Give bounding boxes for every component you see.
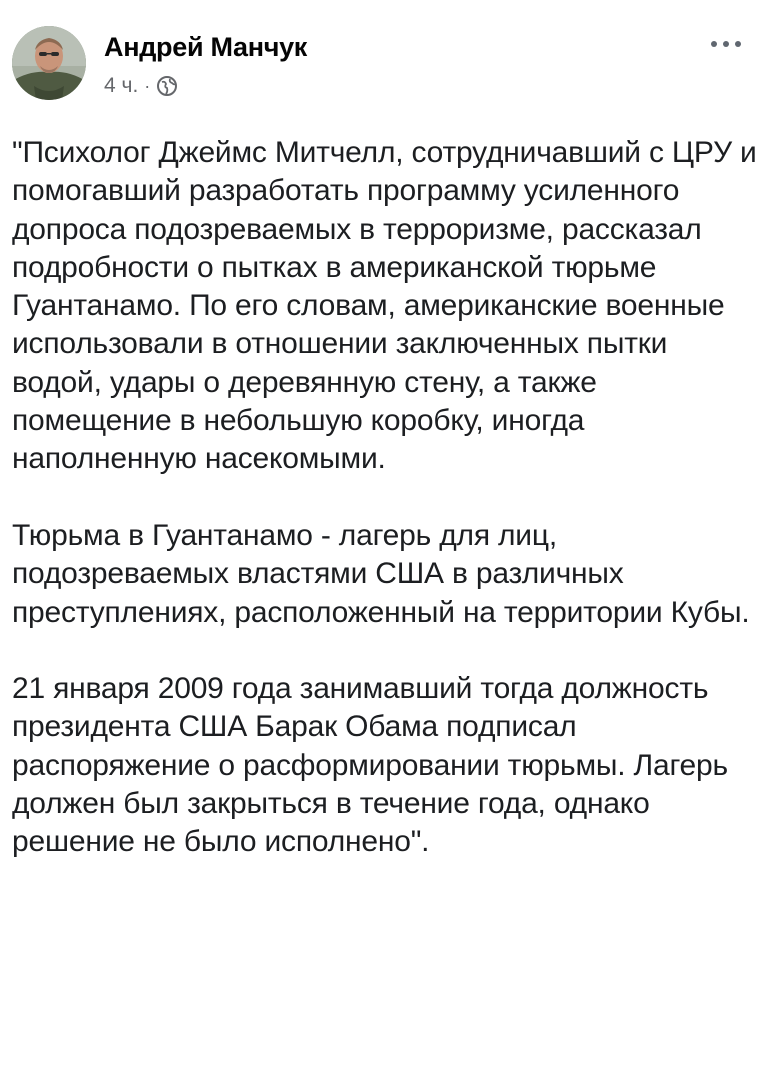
post-paragraph-2: Тюрьма в Гуантанамо - лагерь для лиц, подозреваемых властями США в различных преступлениях, расположенный на территории Кубы. (12, 518, 750, 629)
post-text (12, 134, 760, 862)
globe-icon[interactable] (156, 75, 178, 97)
author-avatar[interactable] (12, 26, 86, 100)
post-header (12, 26, 760, 106)
more-options-icon[interactable] (706, 34, 746, 54)
avatar-photo (12, 26, 86, 100)
meta-separator: · (144, 75, 151, 96)
post-paragraph-3: 21 января 2009 года занимавший тогда должность президента США Барак Обама подписал распоряжение о расформировании тюрьмы. Лагерь должен был закрыться в течение года, однако решение не было исполнено". (12, 672, 728, 859)
post-time[interactable]: 4 ч. (104, 74, 139, 97)
post-meta (104, 74, 178, 98)
post-paragraph-1: "Психолог Джеймс Митчелл, сотрудничавший с ЦРУ и помогавший разработать программу усиленного допроса подозреваемых в терроризме, рассказал подробности о пытках в американской тюрьме Гуантанамо. По его словам, американские военные использовали в отношении заключенных пытки водой, удары о деревянную стену, а также помещение в небольшую коробку, иногда наполненную насекомыми. (12, 136, 757, 476)
author-name[interactable]: Андрей Манчук (104, 32, 308, 62)
